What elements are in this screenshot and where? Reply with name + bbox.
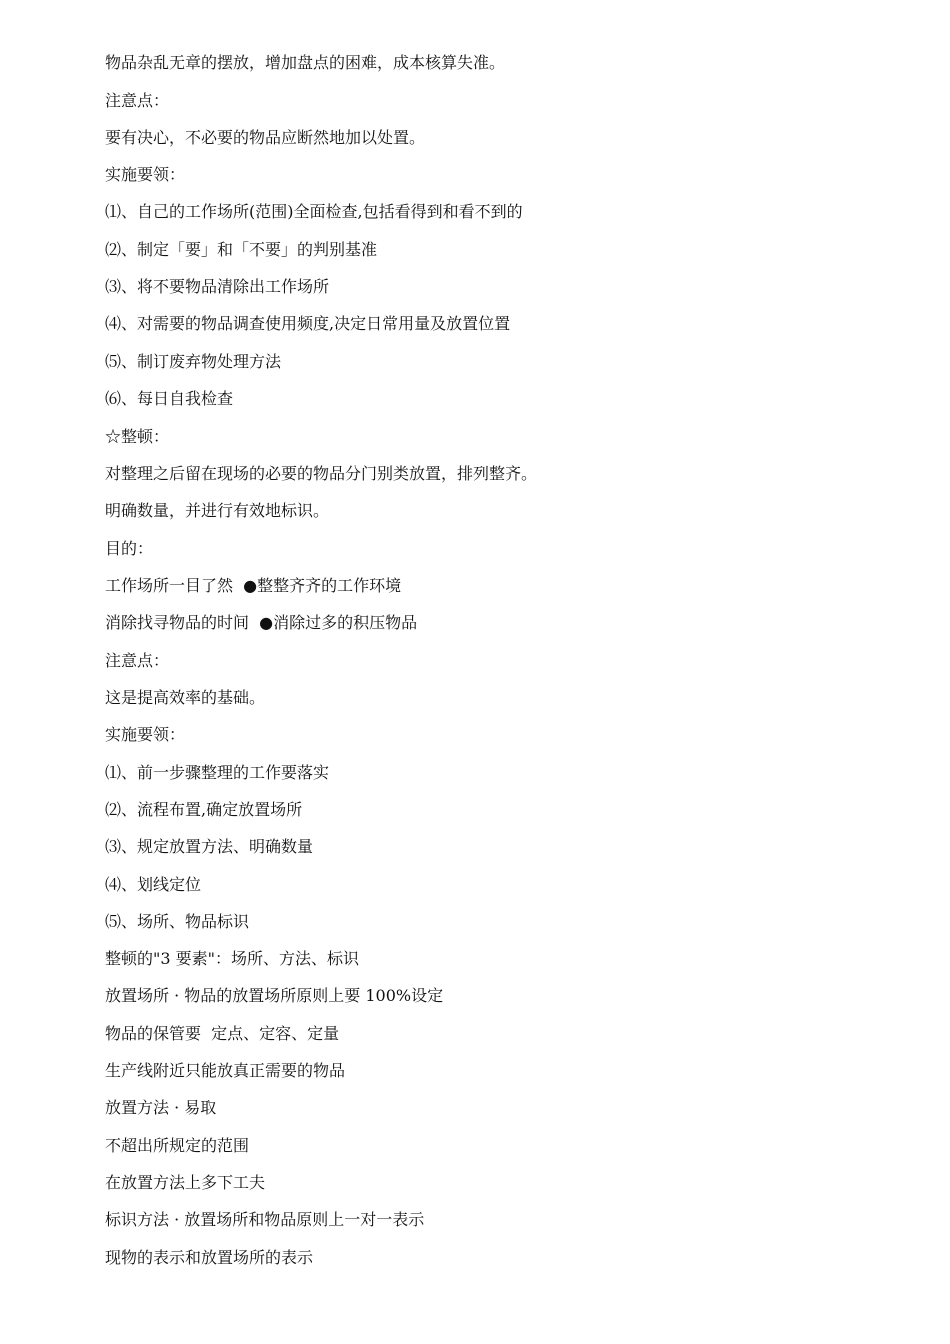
text-line: 对整理之后留在现场的必要的物品分门别类放置，排列整齐。 [105, 464, 538, 483]
text-line: 消除找寻物品的时间 ●消除过多的积压物品 [105, 613, 418, 632]
text-line: ⑹、每日自我检查 [105, 389, 234, 408]
text-line: 注意点： [105, 91, 170, 110]
text-line: ⑵、流程布置,确定放置场所 [105, 800, 303, 819]
text-line: 放置方法 · 易取 [105, 1098, 217, 1117]
text-line: 不超出所规定的范围 [105, 1136, 250, 1155]
text-line: 放置场所 · 物品的放置场所原则上要 100%设定 [105, 986, 444, 1005]
text-line: ⑶、将不要物品清除出工作场所 [105, 277, 330, 296]
text-line: ⑵、制定「要」和「不要」的判别基准 [105, 240, 378, 259]
text-line: 标识方法 · 放置场所和物品原则上一对一表示 [105, 1210, 425, 1229]
text-line: 这是提高效率的基础。 [105, 688, 266, 707]
text-line: ⑴、自己的工作场所(范围)全面检查,包括看得到和看不到的 [105, 202, 523, 221]
text-line: ⑷、对需要的物品调查使用频度,决定日常用量及放置位置 [105, 314, 511, 333]
text-line: 整顿的"3 要素"：场所、方法、标识 [105, 949, 359, 968]
text-line: 工作场所一目了然 ●整整齐齐的工作环境 [105, 576, 402, 595]
text-line: 生产线附近只能放真正需要的物品 [105, 1061, 346, 1080]
text-line: 在放置方法上多下工夫 [105, 1173, 266, 1192]
text-line: 要有决心，不必要的物品应断然地加以处置。 [105, 128, 426, 147]
text-line: 物品杂乱无章的摆放，增加盘点的困难，成本核算失准。 [105, 53, 506, 72]
text-line: 现物的表示和放置场所的表示 [105, 1248, 314, 1267]
text-line: ⑶、规定放置方法、明确数量 [105, 837, 314, 856]
text-line: ⑸、场所、物品标识 [105, 912, 250, 931]
text-line: ⑸、制订废弃物处理方法 [105, 352, 282, 371]
text-line: 实施要领： [105, 165, 186, 184]
text-line: ☆整顿： [105, 427, 170, 446]
text-line: 注意点： [105, 651, 170, 670]
text-line: ⑷、划线定位 [105, 875, 202, 894]
text-line: 实施要领： [105, 725, 186, 744]
text-line: 物品的保管要 定点、定容、定量 [105, 1024, 340, 1043]
text-line: 目的： [105, 539, 154, 558]
text-line: 明确数量，并进行有效地标识。 [105, 501, 330, 520]
text-line: ⑴、前一步骤整理的工作要落实 [105, 763, 330, 782]
